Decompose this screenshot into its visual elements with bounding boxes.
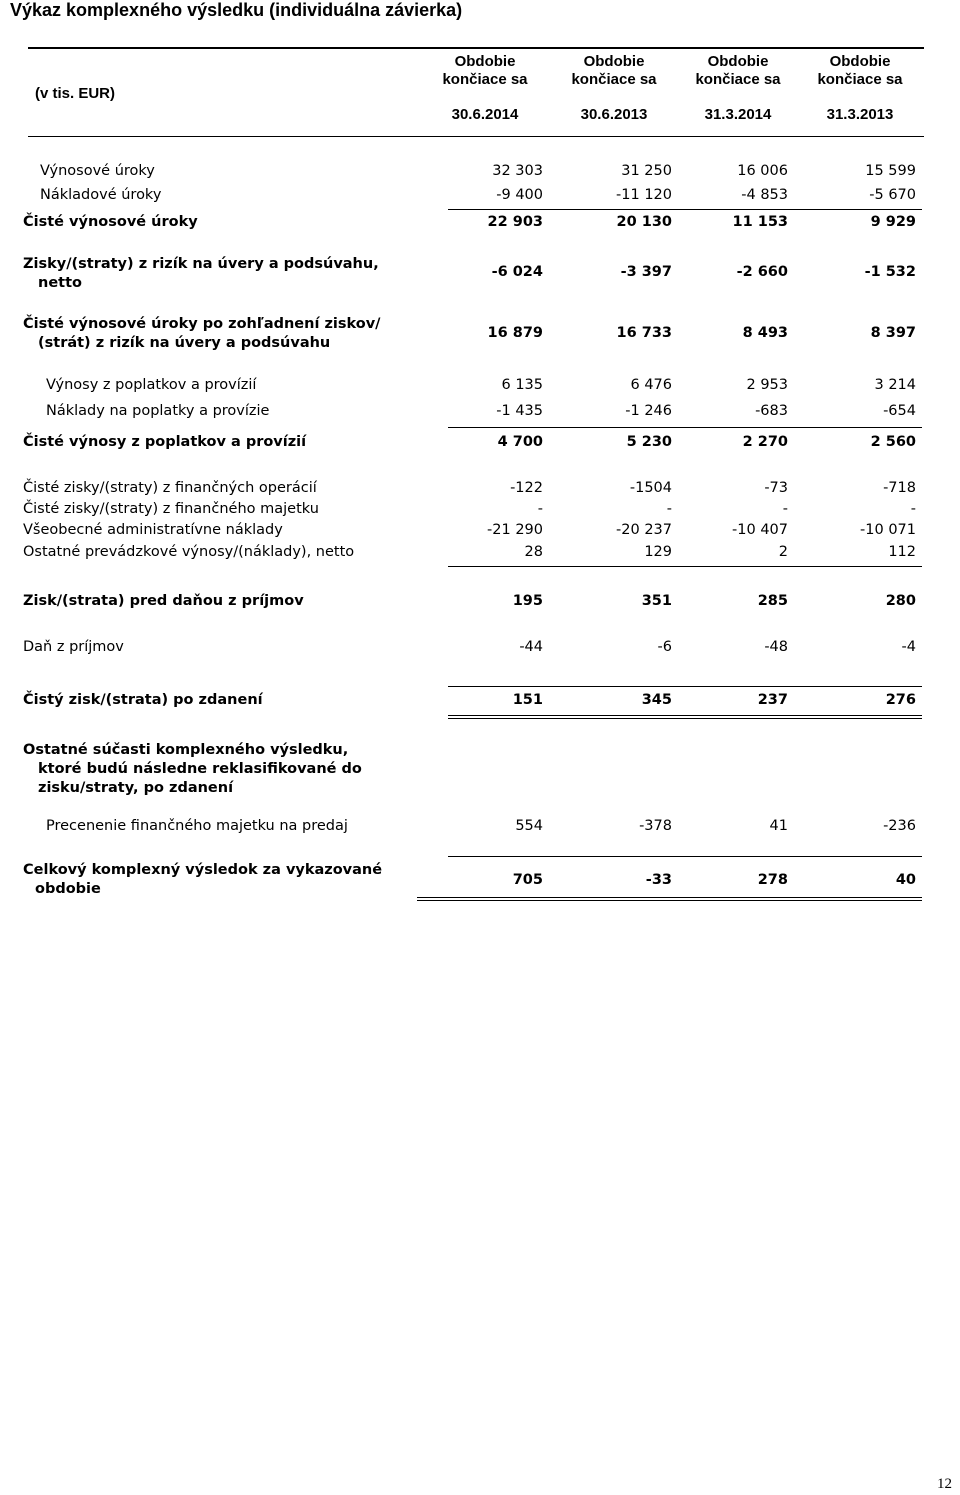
row-label-continuation: obdobie <box>35 881 101 897</box>
row-label: Daň z príjmov <box>23 639 124 655</box>
row-label: Všeobecné administratívne náklady <box>23 522 283 538</box>
row-label: Precenenie finančného majetku na predaj <box>46 818 348 834</box>
row-value: 15 599 <box>865 163 916 179</box>
subtotal-rule <box>448 427 922 428</box>
row-value: 8 397 <box>870 325 916 341</box>
row-value: -73 <box>764 480 788 496</box>
row-label: Celkový komplexný výsledok za vykazované <box>23 862 383 878</box>
row-label: Čistý zisk/(strata) po zdanení <box>23 692 263 708</box>
header-bottom-rule <box>28 136 924 137</box>
row-value: 6 135 <box>501 377 543 393</box>
row-value: -1 246 <box>625 403 672 419</box>
row-value: 345 <box>641 692 672 708</box>
statement-title: Výkaz komplexného výsledku (individuálna závierka) <box>10 0 463 20</box>
row-label: Nákladové úroky <box>40 187 162 203</box>
subtotal-rule <box>448 686 922 687</box>
row-value: -44 <box>519 639 543 655</box>
row-label: Čisté výnosové úroky po zohľadnení ziskov/ <box>23 316 381 332</box>
row-value: 5 230 <box>626 434 672 450</box>
row-label-continuation: (strát) z rizík na úvery a podsúvahu <box>38 335 331 351</box>
row-value: 112 <box>888 544 916 560</box>
row-value: 16 006 <box>737 163 788 179</box>
row-value: -4 853 <box>741 187 788 203</box>
row-value: 2 270 <box>742 434 788 450</box>
row-value: - <box>782 501 788 517</box>
row-value: -21 290 <box>487 522 543 538</box>
column-header-2 <box>549 53 679 89</box>
column-header-line: Obdobie <box>707 53 769 70</box>
row-label: Čisté výnosy z poplatkov a provízií <box>23 434 307 450</box>
row-value: -1504 <box>629 480 672 496</box>
row-label: Čisté výnosové úroky <box>23 214 198 230</box>
row-label: Výnosy z poplatkov a provízií <box>46 377 257 393</box>
total-double-rule <box>448 715 922 719</box>
column-header-line: Obdobie <box>829 53 891 70</box>
row-value: 11 153 <box>732 214 788 230</box>
row-value: -1 435 <box>496 403 543 419</box>
row-value: -718 <box>883 480 916 496</box>
row-value: 705 <box>512 872 543 888</box>
row-value: -48 <box>764 639 788 655</box>
row-value: 151 <box>512 692 543 708</box>
column-header-3 <box>673 53 803 89</box>
row-label: Ostatné súčasti komplexného výsledku, <box>23 742 349 758</box>
row-value: -11 120 <box>616 187 672 203</box>
column-date-1: 30.6.2014 <box>451 106 519 123</box>
column-date-3: 31.3.2014 <box>704 106 772 123</box>
column-header-1 <box>420 53 550 89</box>
row-value: -378 <box>639 818 672 834</box>
column-header-line: Obdobie <box>454 53 516 70</box>
row-label: Výnosové úroky <box>40 163 155 179</box>
row-value: 237 <box>757 692 788 708</box>
row-value: 8 493 <box>742 325 788 341</box>
row-value: -122 <box>510 480 543 496</box>
row-value: 3 214 <box>874 377 916 393</box>
row-value: - <box>537 501 543 517</box>
row-value: 278 <box>757 872 788 888</box>
row-value: 195 <box>512 593 543 609</box>
row-value: 9 929 <box>870 214 916 230</box>
row-value: -654 <box>883 403 916 419</box>
row-value: 40 <box>895 872 916 888</box>
row-label-continuation: zisku/straty, po zdanení <box>38 780 234 796</box>
row-label: Čisté zisky/(straty) z finančných operácií <box>23 480 317 496</box>
row-value: 31 250 <box>621 163 672 179</box>
column-header-line: Obdobie <box>583 53 645 70</box>
column-header-line: končiace sa <box>817 71 903 88</box>
row-value: -33 <box>645 872 672 888</box>
row-value: 285 <box>757 593 788 609</box>
row-value: -20 237 <box>616 522 672 538</box>
row-value: 2 953 <box>746 377 788 393</box>
row-value: -10 071 <box>860 522 916 538</box>
row-value: 16 733 <box>616 325 672 341</box>
row-value: 276 <box>885 692 916 708</box>
column-header-line: končiace sa <box>571 71 657 88</box>
row-value: 280 <box>885 593 916 609</box>
subtotal-rule <box>448 856 922 857</box>
row-value: 351 <box>641 593 672 609</box>
total-double-rule <box>417 897 922 901</box>
row-value: 32 303 <box>492 163 543 179</box>
row-value: 28 <box>524 544 543 560</box>
row-value: 16 879 <box>487 325 543 341</box>
row-value: -6 <box>657 639 672 655</box>
row-value: -1 532 <box>864 264 916 280</box>
row-value: -10 407 <box>732 522 788 538</box>
subtotal-rule <box>448 566 922 567</box>
header-top-rule <box>28 47 924 49</box>
row-value: -236 <box>883 818 916 834</box>
row-label: Čisté zisky/(straty) z finančného majetku <box>23 501 319 517</box>
row-value: -4 <box>901 639 916 655</box>
row-label: Zisky/(straty) z rizík na úvery a podsúvahu, <box>23 256 379 272</box>
row-label-continuation: netto <box>38 275 82 291</box>
row-value: -3 397 <box>620 264 672 280</box>
row-label: Náklady na poplatky a provízie <box>46 403 270 419</box>
row-value: -683 <box>755 403 788 419</box>
row-value: -9 400 <box>496 187 543 203</box>
row-value: 2 560 <box>870 434 916 450</box>
row-label-continuation: ktoré budú následne reklasifikované do <box>38 761 362 777</box>
row-value: 6 476 <box>630 377 672 393</box>
row-value: 20 130 <box>616 214 672 230</box>
column-date-4: 31.3.2013 <box>826 106 894 123</box>
column-header-line: končiace sa <box>442 71 528 88</box>
page-number: 12 <box>937 1476 952 1492</box>
column-date-2: 30.6.2013 <box>580 106 648 123</box>
row-value: 4 700 <box>497 434 543 450</box>
row-value: 554 <box>515 818 543 834</box>
row-value: 129 <box>644 544 672 560</box>
row-value: 41 <box>769 818 788 834</box>
row-label: Zisk/(strata) pred daňou z príjmov <box>23 593 304 609</box>
subtotal-rule <box>448 209 922 210</box>
row-value: -6 024 <box>491 264 543 280</box>
column-header-4 <box>795 53 925 89</box>
row-value: 22 903 <box>487 214 543 230</box>
row-value: - <box>666 501 672 517</box>
row-label: Ostatné prevádzkové výnosy/(náklady), netto <box>23 544 355 560</box>
row-value: 2 <box>778 544 788 560</box>
row-value: - <box>910 501 916 517</box>
unit-label: (v tis. EUR) <box>35 85 116 102</box>
column-header-line: končiace sa <box>695 71 781 88</box>
row-value: -2 660 <box>736 264 788 280</box>
row-value: -5 670 <box>869 187 916 203</box>
